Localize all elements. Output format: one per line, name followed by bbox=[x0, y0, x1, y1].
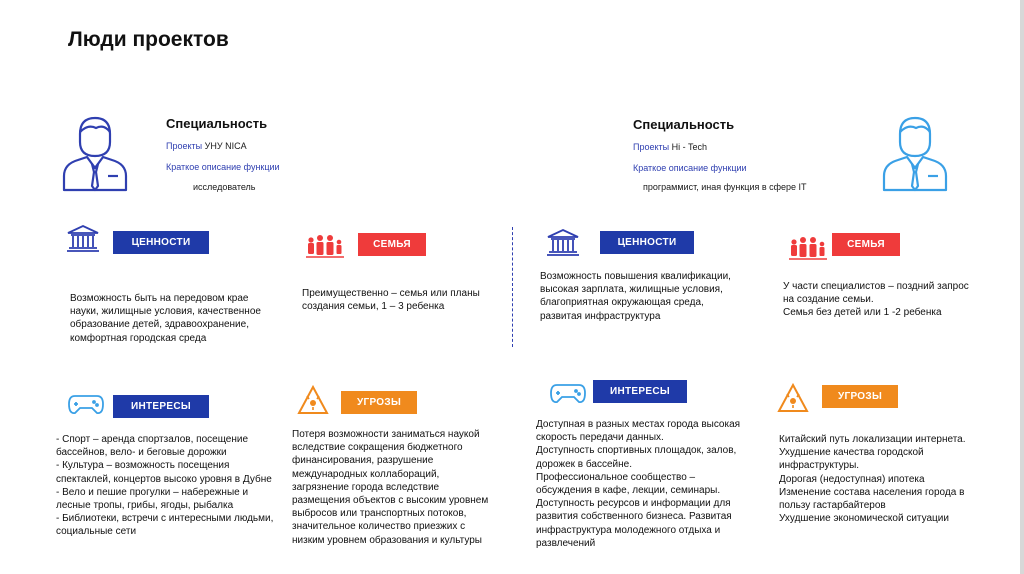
interests-badge-right: ИНТЕРЕСЫ bbox=[593, 380, 687, 403]
projects-value-right: Hi - Tech bbox=[671, 142, 707, 152]
specialty-title-right: Специальность bbox=[633, 117, 735, 132]
role-text: исследователь bbox=[193, 182, 256, 192]
function-description-label: Краткое описание функции bbox=[166, 162, 280, 172]
threats-badge: УГРОЗЫ bbox=[341, 391, 417, 414]
family-badge: СЕМЬЯ bbox=[358, 233, 426, 256]
projects-label: Проекты bbox=[166, 141, 203, 151]
values-badge-right: ЦЕННОСТИ bbox=[600, 231, 694, 254]
projects-label-right: Проекты bbox=[633, 142, 670, 152]
interests-text: - Спорт – аренда спортзалов, посещение бассейнов, вело- и беговые дорожки - Культура – возможность посещения спектаклей, концертов высоко уровня в Дубне - Вело и пешие прогулки – набережные и лесные тропы, грибы, ягоды, рыбалка - Библиотеки, встречи с интересными людьми, социальные сети bbox=[56, 434, 274, 538]
values-text-right: Возможность повышения квалификации, высокая зарплата, жилищные условия, благоприятная окружающая среда, развитая инфраструктура bbox=[540, 271, 731, 322]
projects-value: УНУ NICA bbox=[204, 141, 247, 151]
family-badge-right: СЕМЬЯ bbox=[832, 233, 900, 256]
projects-line-right bbox=[633, 142, 707, 152]
column-divider bbox=[512, 227, 513, 347]
page-title: Люди проектов bbox=[68, 28, 229, 51]
threats-badge-right: УГРОЗЫ bbox=[822, 385, 898, 408]
role-text-right: программист, иная функция в сфере IT bbox=[643, 182, 807, 192]
function-description-label-right: Краткое описание функции bbox=[633, 163, 747, 173]
threats-text: Потеря возможности заниматься наукой вследствие сокращения бюджетного финансирования, разрушение международных коллабораций, загрязнение города вследствие размещения объектов с высоким уровнем выбросов или транспортных потоков, значительное количество приезжих с низким уровнем образования и культуры bbox=[292, 429, 489, 546]
institution-icon bbox=[66, 224, 100, 252]
gamepad-icon bbox=[68, 392, 104, 416]
family-text-right: У части специалистов – поздний запрос на создание семьи. Семья без детей или 1 -2 ребенка bbox=[783, 281, 969, 319]
interests-badge: ИНТЕРЕСЫ bbox=[113, 395, 209, 418]
values-text: Возможность быть на передовом крае науки, жилищные условия, качественное образование детей, здравоохранение, комфортная городская среда bbox=[70, 293, 261, 344]
family-text: Преимущественно – семья или планы создания семьи, 1 – 3 ребенка bbox=[302, 288, 480, 313]
family-icon-right bbox=[788, 234, 828, 262]
specialty-title: Специальность bbox=[166, 116, 268, 131]
gamepad-icon-right bbox=[550, 381, 586, 405]
page-edge bbox=[1020, 0, 1024, 574]
hazard-icon-right bbox=[777, 383, 809, 413]
threats-text-right: Китайский путь локализации интернета. Ухудшение качества городской инфраструктуры. Дорогая (недоступная) ипотека Изменение состава населения города в пользу гастарбайтеров Ухудшение экономической ситуации bbox=[779, 434, 966, 525]
person-icon bbox=[60, 112, 130, 194]
institution-icon-right bbox=[546, 228, 580, 256]
person-icon-right bbox=[880, 112, 950, 194]
hazard-icon bbox=[297, 385, 329, 415]
family-icon bbox=[305, 232, 345, 260]
projects-line bbox=[166, 141, 247, 151]
interests-text-right: Доступная в разных местах города высокая скорость передачи данных. Доступность спортивных площадок, залов, дорожек в бассейне. Профессиональное сообщество – обсуждения в кафе, лекции, семинары. Доступность ресурсов и информации для развития собственного бизнеса. Развитая инфраструктура молодежного отдыха и развлечений bbox=[536, 419, 741, 549]
values-badge: ЦЕННОСТИ bbox=[113, 231, 209, 254]
